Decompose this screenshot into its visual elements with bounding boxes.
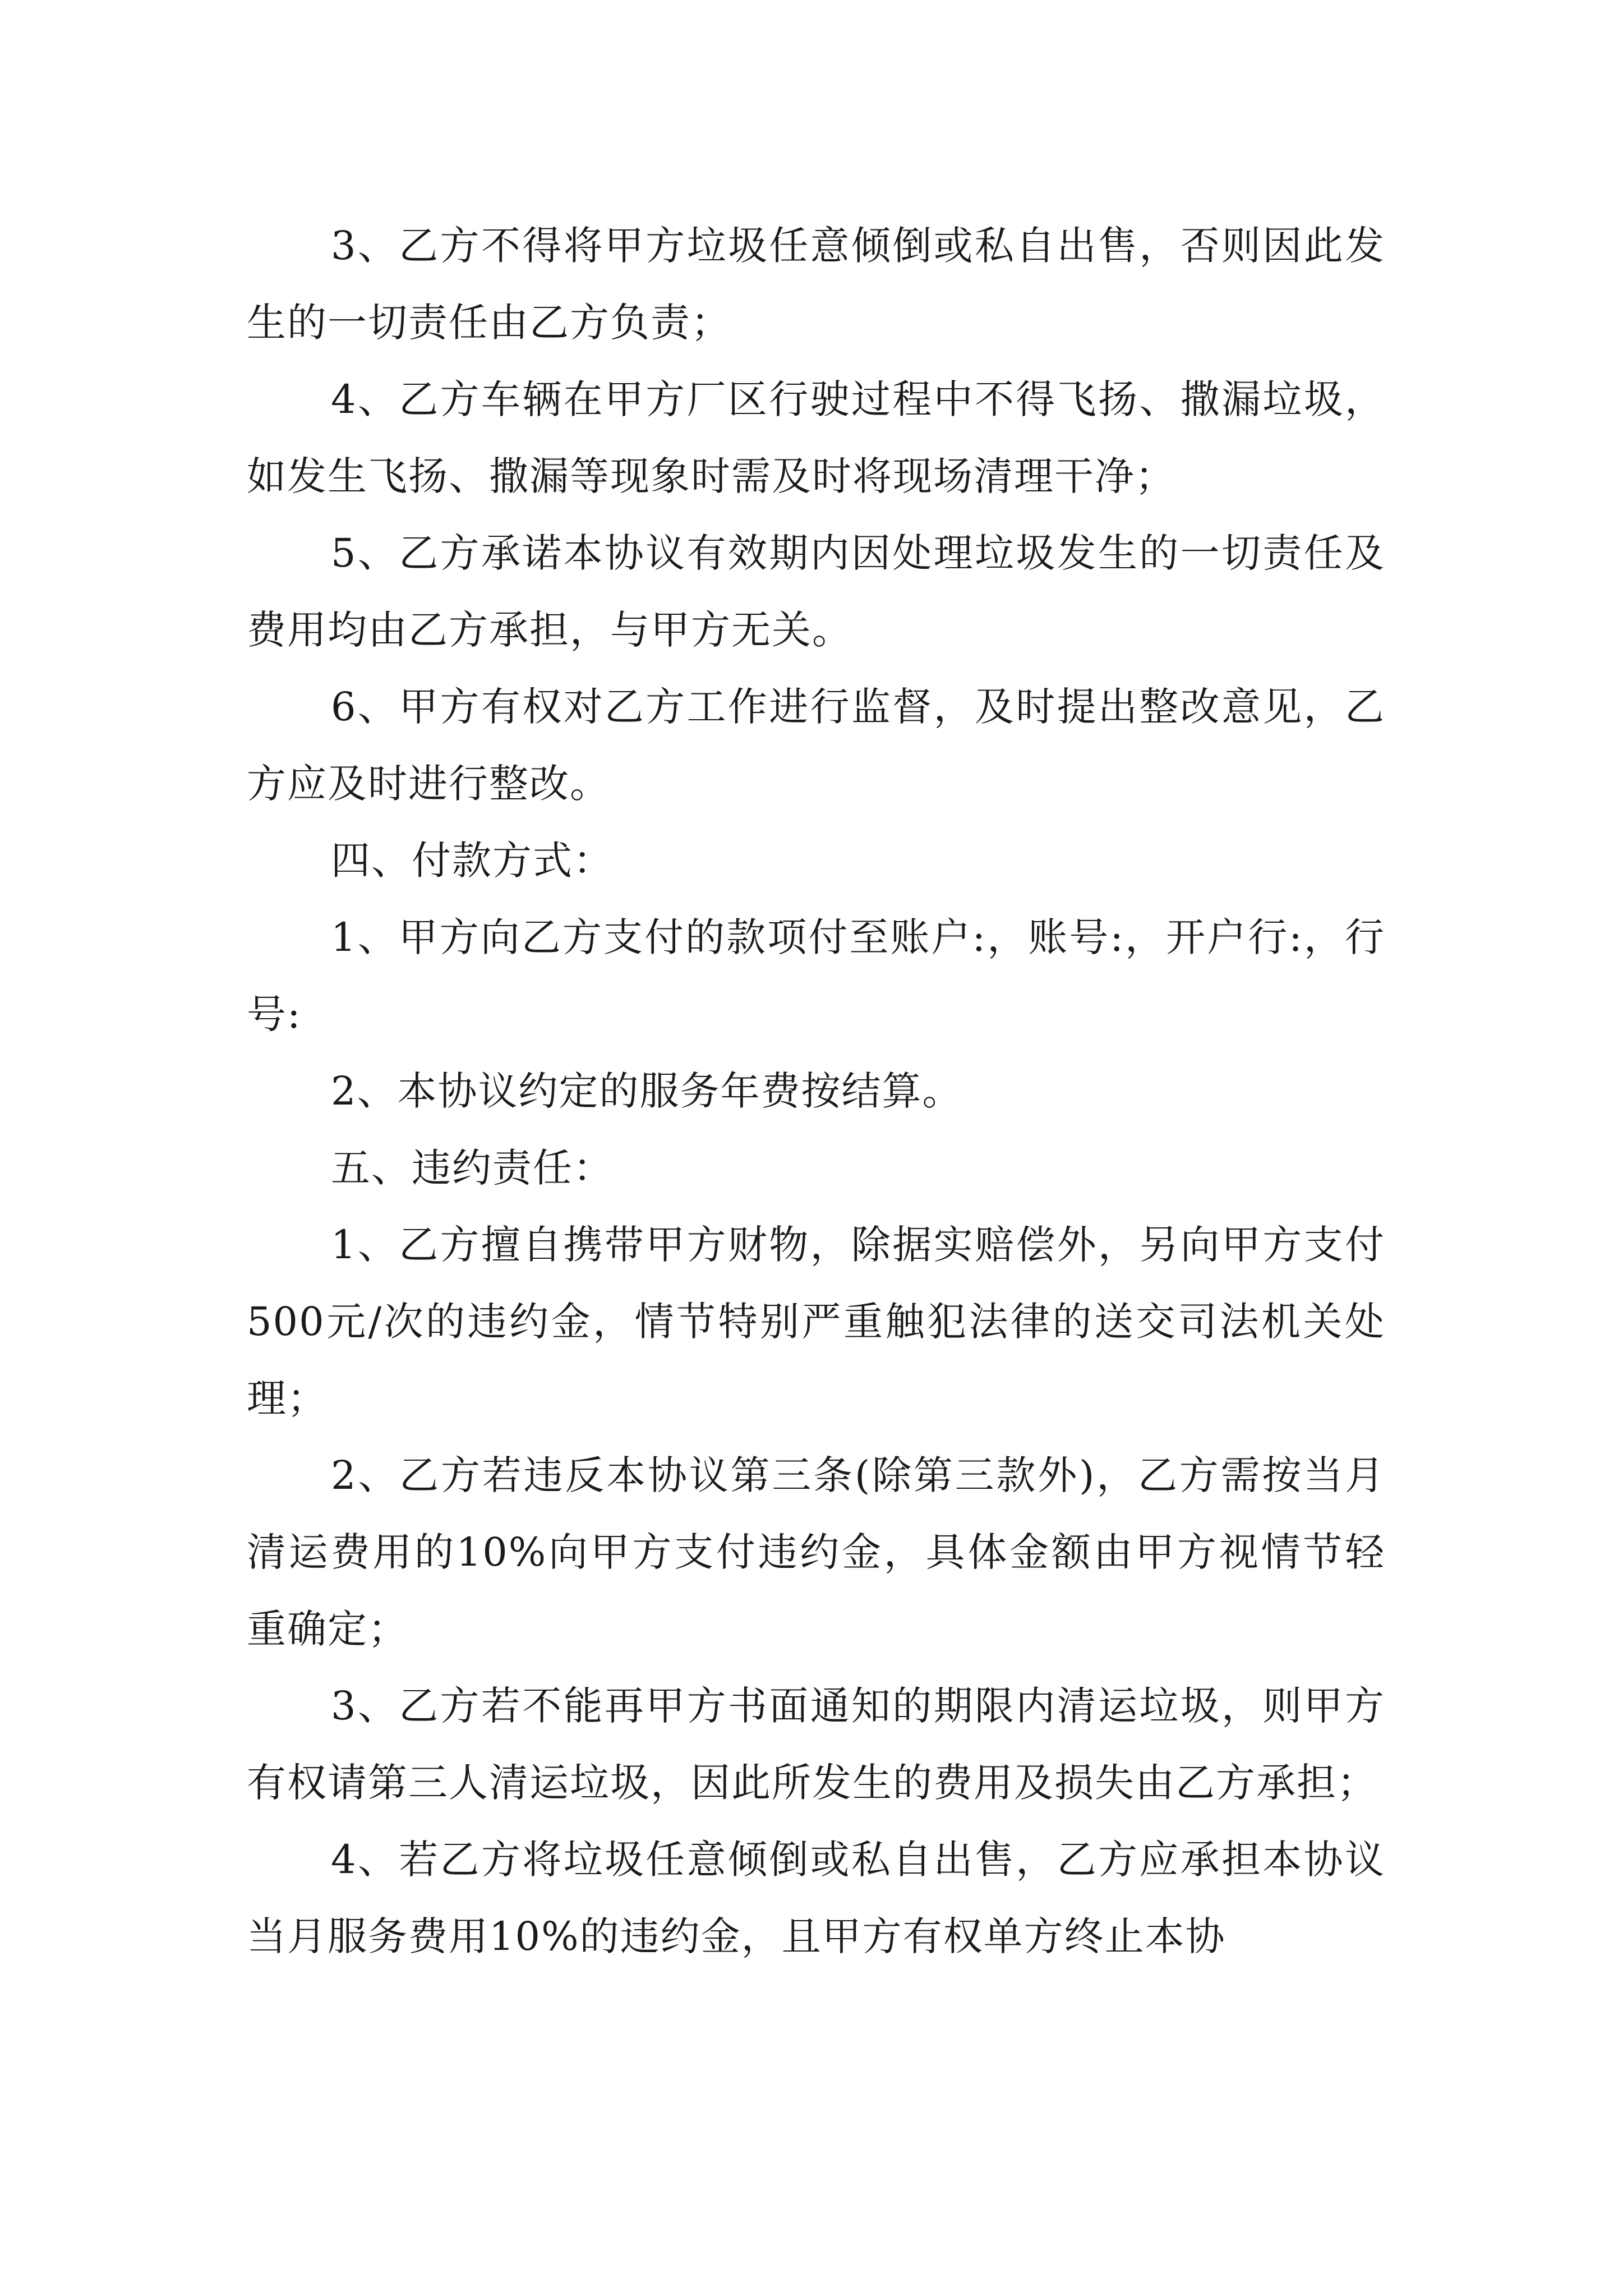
paragraph: 1、乙方擅自携带甲方财物，除据实赔偿外，另向甲方支付500元/次的违约金，情节特别严重触犯法律的送交司法机关处理；	[247, 1222, 1385, 1421]
section-heading-liability: 五、违约责任：	[331, 1145, 614, 1191]
paragraph: 3、乙方不得将甲方垃圾任意倾倒或私自出售，否则因此发生的一切责任由乙方负责；	[247, 223, 1385, 346]
paragraph: 6、甲方有权对乙方工作进行监督，及时提出整改意见，乙方应及时进行整改。	[247, 684, 1385, 807]
paragraph: 2、本协议约定的服务年费按结算。	[331, 1068, 963, 1114]
paragraph: 2、乙方若违反本协议第三条(除第三款外)，乙方需按当月清运费用的10%向甲方支付违约金，具体金额由甲方视情节轻重确定；	[247, 1452, 1385, 1652]
paragraph: 4、若乙方将垃圾任意倾倒或私自出售，乙方应承担本协议当月服务费用10%的违约金，且甲方有权单方终止本协	[247, 1837, 1385, 1959]
paragraph: 1、甲方向乙方支付的款项付至账户:，账号:，开户行:，行号:	[247, 914, 1385, 1037]
paragraph: 4、乙方车辆在甲方厂区行驶过程中不得飞扬、撒漏垃圾，如发生飞扬、撒漏等现象时需及时将现场清理干净；	[247, 376, 1385, 499]
paragraph: 5、乙方承诺本协议有效期内因处理垃圾发生的一切责任及费用均由乙方承担，与甲方无关。	[247, 530, 1385, 653]
document-body	[247, 208, 1385, 1975]
paragraph: 3、乙方若不能再甲方书面通知的期限内清运垃圾，则甲方有权请第三人清运垃圾，因此所发生的费用及损失由乙方承担；	[247, 1683, 1385, 1806]
section-heading-payment: 四、付款方式：	[331, 838, 614, 884]
